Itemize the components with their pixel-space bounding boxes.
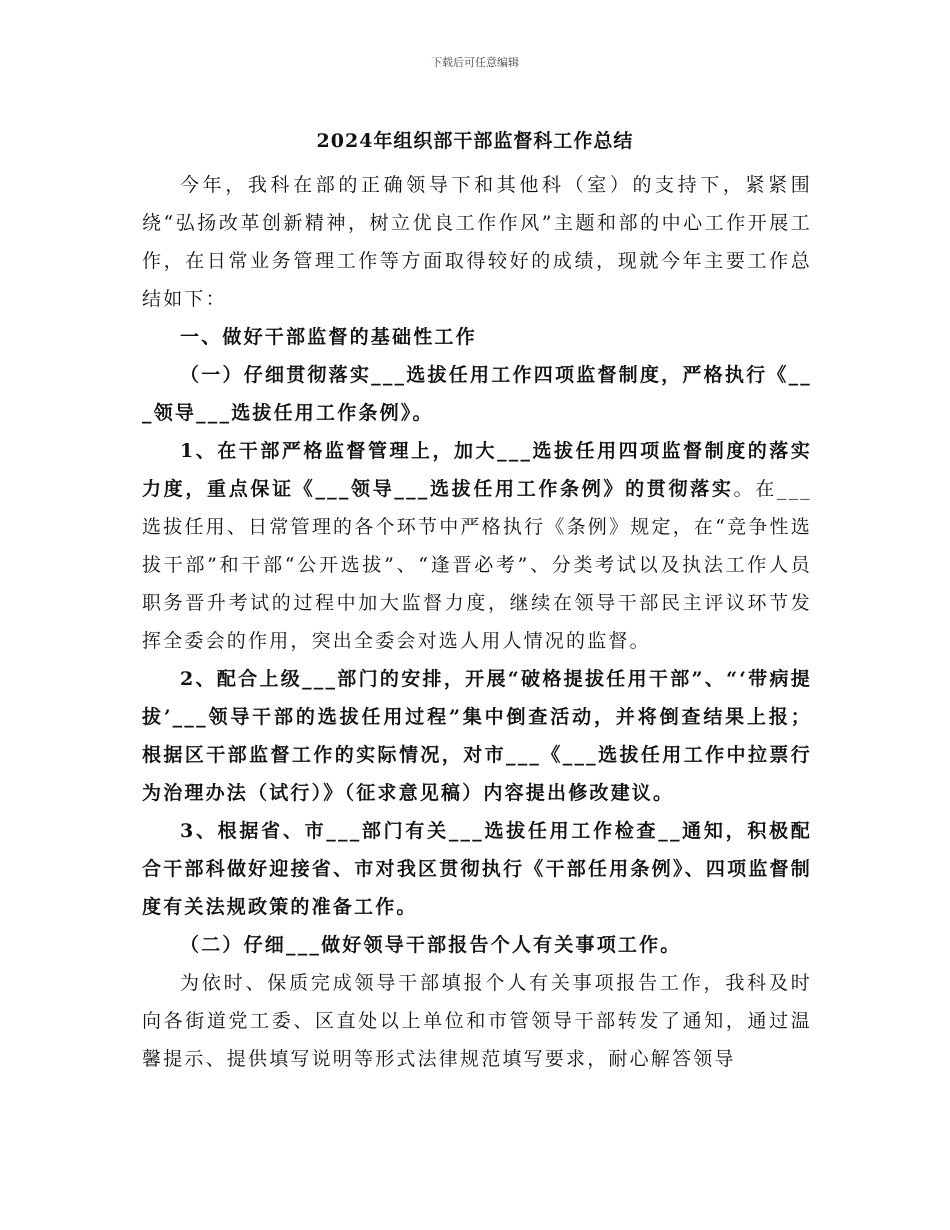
page-header: 下载后可任意编辑 <box>431 56 519 69</box>
subsection-heading-2: （二）仔细___做好领导干部报告个人有关事项工作。 <box>180 934 682 956</box>
subsection-heading-1: （一）仔细贯彻落实___选拔任用工作四项监督制度，严格执行《___领导___选拔任用工作条例》。 <box>142 364 812 424</box>
section-heading-1: 一、做好干部监督的基础性工作 <box>180 326 477 348</box>
document-body <box>142 166 812 1078</box>
paragraph-item-2: 2、配合上级___部门的安排，开展“破格提拔任用干部”、“‘带病提拔’___领导干部的选拔任用过程”集中倒查活动，并将倒查结果上报；根据区干部监督工作的实际情况，对市___《___选拔任用工作中拉票行为治理办法（试行）》（征求意见稿）内容提出修改建议。 <box>142 668 812 804</box>
paragraph-item-1: 1、在干部严格监督管理上，加大___选拔任用四项监督制度的落实力度，重点保证《___领导___选拔任用工作条例》的贯彻落实。在___选拔任用、日常管理的各个环节中严格执行《条例》规定，在“竞争性选拔干部”和干部“公开选拔”、“逢晋必考”、分类考试以及执法工作人员职务晋升考试的过程中加大监督力度，继续在领导干部民主评议环节发挥全委会的作用，突出全委会对选人用人情况的监督。 <box>142 440 812 652</box>
paragraph-intro: 今年，我科在部的正确领导下和其他科（室）的支持下，紧紧围绕“弘扬改革创新精神，树立优良工作作风”主题和部的中心工作开展工作，在日常业务管理工作等方面取得较好的成绩，现就今年主要工作总结如下： <box>142 174 812 310</box>
paragraph-item-3: 3、根据省、市___部门有关___选拔任用工作检查__通知，积极配合干部科做好迎接省、市对我区贯彻执行《干部任用条例》、四项监督制度有关法规政策的准备工作。 <box>142 820 812 918</box>
document-title: 2024年组织部干部监督科工作总结 <box>316 130 634 152</box>
paragraph-reporting: 为依时、保质完成领导干部填报个人有关事项报告工作，我科及时向各街道党工委、区直处以上单位和市管领导干部转发了通知，通过温馨提示、提供填写说明等形式法律规范填写要求，耐心解答领导 <box>142 972 812 1070</box>
